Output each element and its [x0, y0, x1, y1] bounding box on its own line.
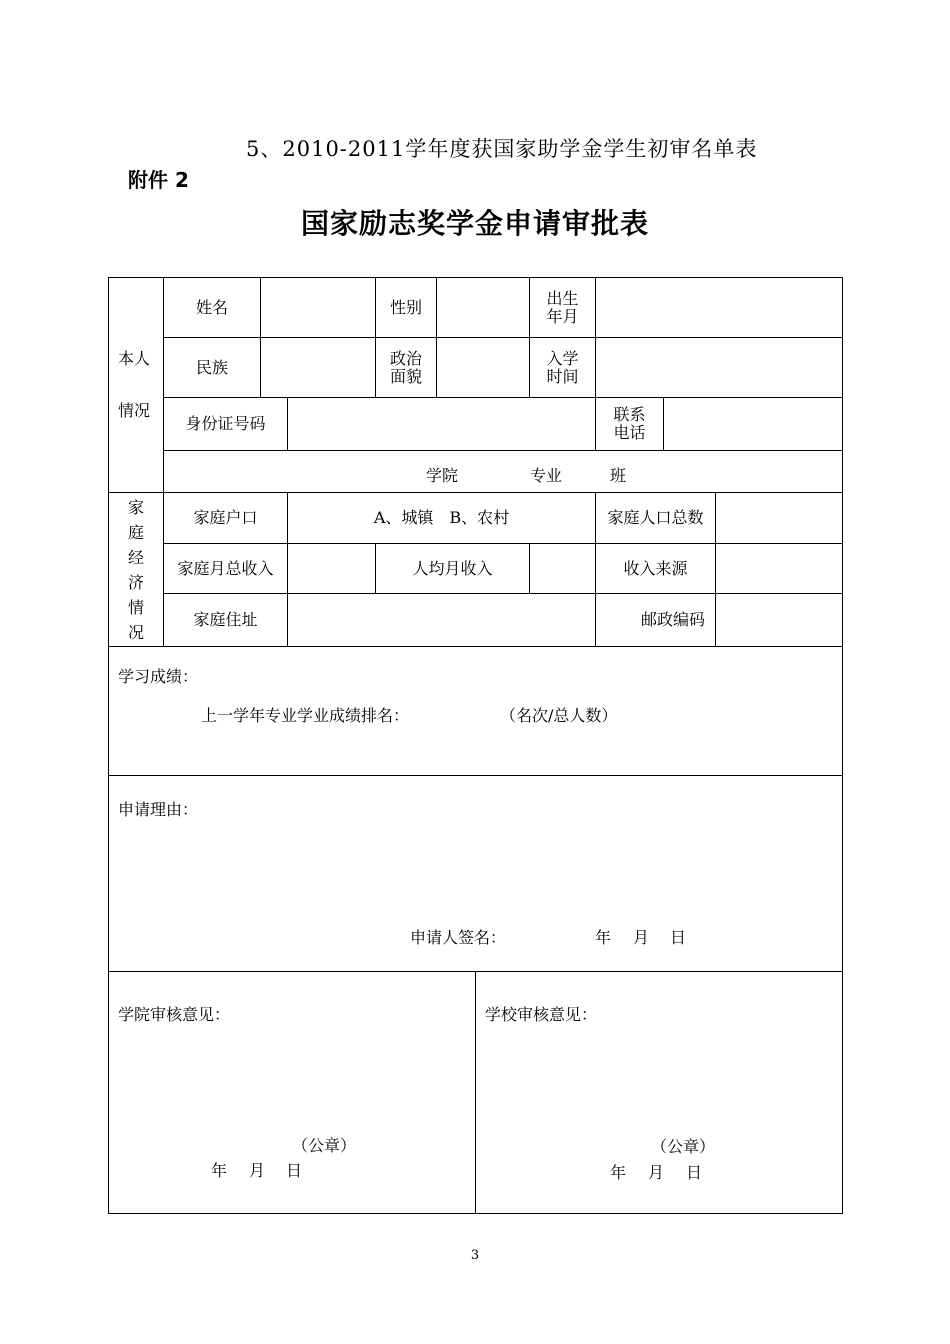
population-field[interactable]	[716, 493, 842, 543]
household-options[interactable]: A、城镇 B、农村	[373, 508, 510, 527]
household-label: 家庭户口	[193, 508, 258, 527]
gender-field[interactable]	[437, 278, 529, 337]
college-label: 学院	[426, 466, 459, 485]
population-label: 家庭人口总数	[607, 508, 704, 527]
family-label-char: 况	[127, 622, 144, 642]
school-review-year: 年	[610, 1163, 627, 1182]
school-review-seal: （公章）	[651, 1137, 716, 1156]
college-major-class-row[interactable]	[164, 451, 842, 492]
college-review-label: 学院审核意见：	[118, 1005, 231, 1024]
monthly-income-label: 家庭月总收入	[177, 558, 274, 578]
signature-label: 申请人签名：	[410, 928, 507, 947]
family-section-label	[109, 493, 163, 646]
class-label: 班	[610, 466, 627, 485]
political-label-line2: 面貌	[389, 366, 422, 386]
reason-label: 申请理由：	[118, 800, 199, 819]
border-right	[842, 277, 843, 1214]
enroll-label-line1: 入学	[546, 348, 579, 368]
reason-date-year: 年	[595, 928, 612, 947]
name-label: 姓名	[195, 297, 228, 317]
phone-label	[596, 398, 663, 450]
per-capita-label: 人均月收入	[412, 558, 493, 578]
enroll-label-line2: 时间	[546, 366, 579, 386]
id-label: 身份证号码	[185, 414, 266, 433]
personal-section-label-bottom: 情况	[118, 401, 151, 420]
gender-label: 性别	[389, 297, 422, 317]
enroll-label	[530, 338, 595, 397]
page-number: 3	[470, 1248, 480, 1263]
school-review-label: 学校审核意见：	[485, 1005, 598, 1024]
birth-label	[530, 278, 595, 337]
major-label: 专业	[530, 466, 563, 485]
college-review-area[interactable]	[109, 1026, 474, 1126]
family-label-char: 家	[127, 497, 144, 517]
college-review-day: 日	[286, 1161, 303, 1180]
id-field[interactable]	[288, 398, 595, 450]
form-title: 国家励志奖学金申请审批表	[300, 207, 649, 240]
family-label-char: 庭	[127, 522, 144, 542]
family-label-char: 情	[127, 597, 144, 617]
ranking-hint: （名次/总人数）	[500, 706, 618, 725]
income-source-field[interactable]	[716, 544, 842, 593]
phone-label-line2: 电话	[613, 423, 646, 442]
family-label-char: 济	[127, 572, 144, 592]
phone-field[interactable]	[664, 398, 842, 450]
row-line	[108, 775, 843, 776]
address-label: 家庭住址	[193, 610, 258, 629]
income-source-label: 收入来源	[623, 558, 688, 578]
college-review-year: 年	[211, 1161, 228, 1180]
school-review-month: 月	[648, 1163, 665, 1182]
ranking-label: 上一学年专业学业成绩排名：	[201, 706, 410, 725]
political-label	[376, 338, 436, 397]
monthly-income-field[interactable]	[288, 544, 375, 593]
name-field[interactable]	[261, 278, 375, 337]
row-line	[108, 646, 843, 647]
school-review-area[interactable]	[476, 1026, 842, 1126]
per-capita-field[interactable]	[530, 544, 595, 593]
postcode-field[interactable]	[716, 594, 842, 646]
reason-textarea[interactable]	[109, 822, 842, 917]
political-label-line1: 政治	[389, 348, 422, 368]
college-review-seal: （公章）	[292, 1136, 357, 1155]
political-field[interactable]	[437, 338, 529, 397]
personal-section-label-top: 本人	[118, 349, 151, 368]
ethnicity-label: 民族	[195, 357, 228, 377]
birth-field[interactable]	[596, 278, 842, 337]
address-field[interactable]	[288, 594, 595, 646]
birth-label-line1: 出生	[546, 288, 579, 308]
attachment-label: 附件 2	[128, 168, 189, 192]
college-review-month: 月	[249, 1161, 266, 1180]
reason-date-month: 月	[633, 928, 650, 947]
study-label: 学习成绩：	[118, 667, 199, 686]
reason-date-day: 日	[670, 928, 687, 947]
phone-label-line1: 联系	[613, 405, 646, 424]
enroll-field[interactable]	[596, 338, 842, 397]
ethnicity-field[interactable]	[261, 338, 375, 397]
birth-label-line2: 年月	[546, 306, 579, 326]
school-review-day: 日	[686, 1163, 703, 1182]
family-label-char: 经	[127, 547, 144, 567]
postcode-label: 邮政编码	[640, 610, 705, 629]
header-line: 5、2010-2011学年度获国家助学金学生初审名单表	[246, 137, 758, 161]
